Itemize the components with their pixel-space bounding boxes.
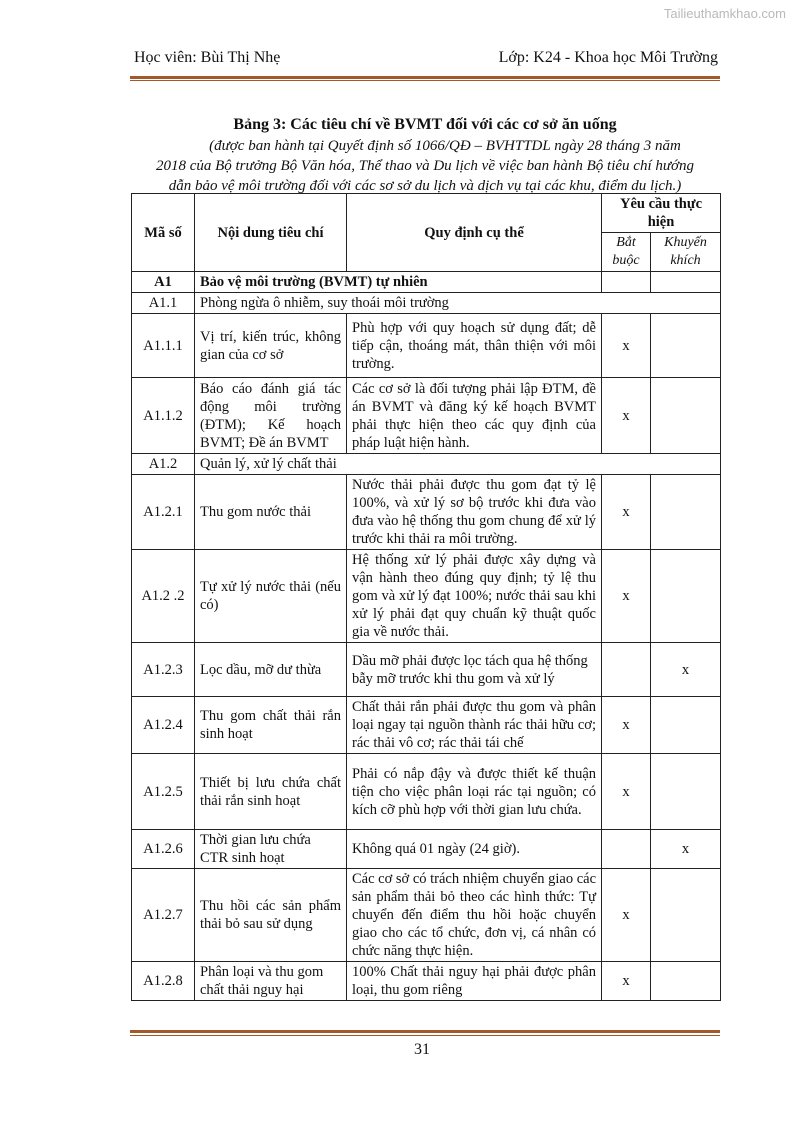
header-rule (130, 76, 720, 79)
row-content: Phân loại và thu gom chất thải nguy hại (195, 962, 347, 1001)
row-content: Thiết bị lưu chứa chất thải rắn sinh hoạt (195, 754, 347, 830)
row-encouraged (651, 314, 721, 378)
col-mandatory-header: Bắt buộc (602, 233, 651, 272)
row-encouraged: x (651, 830, 721, 869)
row-content: Bảo vệ môi trường (BVMT) tự nhiên (195, 272, 602, 293)
row-rule: Hệ thống xử lý phải được xây dựng và vận hành theo đúng quy định; tỷ lệ thu gom và xử lý đạt 100%; nước thải sau khi xử lý phải đạt quy chuẩn kỹ thuật quốc gia về nước thải. (347, 550, 602, 643)
row-mandatory: x (602, 314, 651, 378)
row-rule: Các cơ sở có trách nhiệm chuyển giao các sản phẩm thải bỏ theo các hình thức: Tự chuyển đến điểm thu hồi hoặc chuyển giao cho các tổ chức, đơn vị, cá nhân có chức năng thực hiện. (347, 869, 602, 962)
subtitle-line-1: (được ban hành tại Quyết định số 1066/QĐ – BVHTTDL ngày 28 tháng 3 năm (209, 138, 681, 154)
row-encouraged: x (651, 643, 721, 697)
row-encouraged (651, 272, 721, 293)
subtitle-line-3: dẫn bảo vệ môi trường đối với các sơ sở du lịch và dịch vụ tại các khu, điểm du lịch.) (168, 178, 682, 194)
footer-rule-thin (130, 1035, 720, 1036)
row-rule: Không quá 01 ngày (24 giờ). (347, 830, 602, 869)
row-encouraged (651, 475, 721, 550)
row-mandatory: x (602, 962, 651, 1001)
row-mandatory: x (602, 550, 651, 643)
row-code: A1.2.7 (132, 869, 195, 962)
row-content: Thu hồi các sản phẩm thải bỏ sau sử dụng (195, 869, 347, 962)
page-header (134, 49, 718, 71)
table-row (132, 697, 721, 754)
row-encouraged (651, 697, 721, 754)
row-rule: Dầu mỡ phải được lọc tách qua hệ thống bẫy mỡ trước khi thu gom và xử lý (347, 643, 602, 697)
table-row (132, 550, 721, 643)
row-mandatory (602, 830, 651, 869)
table-row-group (132, 293, 721, 314)
row-encouraged (651, 962, 721, 1001)
row-code: A1.1 (132, 293, 195, 314)
row-content: Thời gian lưu chứa CTR sinh hoạt (195, 830, 347, 869)
row-rule: Phù hợp với quy hoạch sử dụng đất; dễ tiếp cận, thoáng mát, thân thiện với môi trường. (347, 314, 602, 378)
criteria-table (131, 193, 721, 1001)
row-rule: Nước thải phải được thu gom đạt tỷ lệ 100%, và xử lý sơ bộ trước khi đưa vào đưa vào hệ thống thu gom chung để xử lý trước khi thải ra môi trường. (347, 475, 602, 550)
row-rule: Các cơ sở là đối tượng phải lập ĐTM, đề án BVMT và đăng ký kế hoạch BVMT phải thực hiện theo các quy định của pháp luật hiện hành. (347, 378, 602, 454)
table-title: Bảng 3: Các tiêu chí về BVMT đối với các cơ sở ăn uống (233, 116, 617, 133)
row-encouraged (651, 869, 721, 962)
row-code: A1.2 (132, 454, 195, 475)
footer-rule (130, 1030, 720, 1033)
row-content: Báo cáo đánh giá tác động môi trường (ĐTM); Kế hoạch BVMT; Đề án BVMT (195, 378, 347, 454)
col-rule-header: Quy định cụ thể (347, 194, 602, 272)
row-code: A1.1.1 (132, 314, 195, 378)
row-content: Thu gom nước thải (195, 475, 347, 550)
row-code: A1 (132, 272, 195, 293)
table-row (132, 962, 721, 1001)
table-row (132, 378, 721, 454)
row-code: A1.2.8 (132, 962, 195, 1001)
row-content: Vị trí, kiến trúc, không gian của cơ sở (195, 314, 347, 378)
row-encouraged (651, 550, 721, 643)
row-rule: 100% Chất thải nguy hại phải được phân loại, thu gom riêng (347, 962, 602, 1001)
row-encouraged (651, 754, 721, 830)
col-code-header: Mã số (132, 194, 195, 272)
row-rule: Phải có nắp đậy và được thiết kế thuận tiện cho việc phân loại rác tại nguồn; có kích cỡ phù hợp với thời gian lưu chứa. (347, 754, 602, 830)
header-class: Lớp: K24 - Khoa học Môi Trường (498, 49, 718, 66)
row-mandatory: x (602, 754, 651, 830)
table-row-group (132, 454, 721, 475)
table-row (132, 475, 721, 550)
row-content: Quản lý, xử lý chất thải (195, 454, 721, 475)
table-subtitle (130, 136, 720, 196)
row-content: Tự xử lý nước thải (nếu có) (195, 550, 347, 643)
row-content: Thu gom chất thải rắn sinh hoạt (195, 697, 347, 754)
row-mandatory: x (602, 475, 651, 550)
watermark: Tailieuthamkhao.com (663, 6, 786, 21)
table-row (132, 830, 721, 869)
table-row (132, 314, 721, 378)
row-rule: Chất thải rắn phải được thu gom và phân loại ngay tại nguồn thành rác thải hữu cơ; rác thải vô cơ; rác thải tái chế (347, 697, 602, 754)
row-code: A1.2.5 (132, 754, 195, 830)
row-encouraged (651, 378, 721, 454)
subtitle-line-2: 2018 của Bộ trưởng Bộ Văn hóa, Thể thao và Du lịch về việc ban hành Bộ tiêu chí hướng (155, 158, 695, 174)
row-mandatory: x (602, 697, 651, 754)
row-mandatory: x (602, 378, 651, 454)
row-code: A1.2.6 (132, 830, 195, 869)
header-student: Học viên: Bùi Thị Nhẹ (134, 49, 281, 66)
header-row (132, 194, 721, 233)
row-content: Phòng ngừa ô nhiễm, suy thoái môi trường (195, 293, 721, 314)
col-encouraged-header: Khuyến khích (651, 233, 721, 272)
col-requirement-header: Yêu cầu thực hiện (602, 194, 721, 233)
row-mandatory (602, 643, 651, 697)
table-row (132, 869, 721, 962)
header-rule-thin (130, 80, 720, 81)
table-row (132, 643, 721, 697)
row-content: Lọc dầu, mỡ dư thừa (195, 643, 347, 697)
row-code: A1.2 .2 (132, 550, 195, 643)
table-row-section (132, 272, 721, 293)
col-content-header: Nội dung tiêu chí (195, 194, 347, 272)
row-code: A1.2.3 (132, 643, 195, 697)
row-mandatory (602, 272, 651, 293)
row-mandatory: x (602, 869, 651, 962)
row-code: A1.2.4 (132, 697, 195, 754)
row-code: A1.2.1 (132, 475, 195, 550)
table-row (132, 754, 721, 830)
row-code: A1.1.2 (132, 378, 195, 454)
page-number: 31 (414, 1041, 430, 1058)
